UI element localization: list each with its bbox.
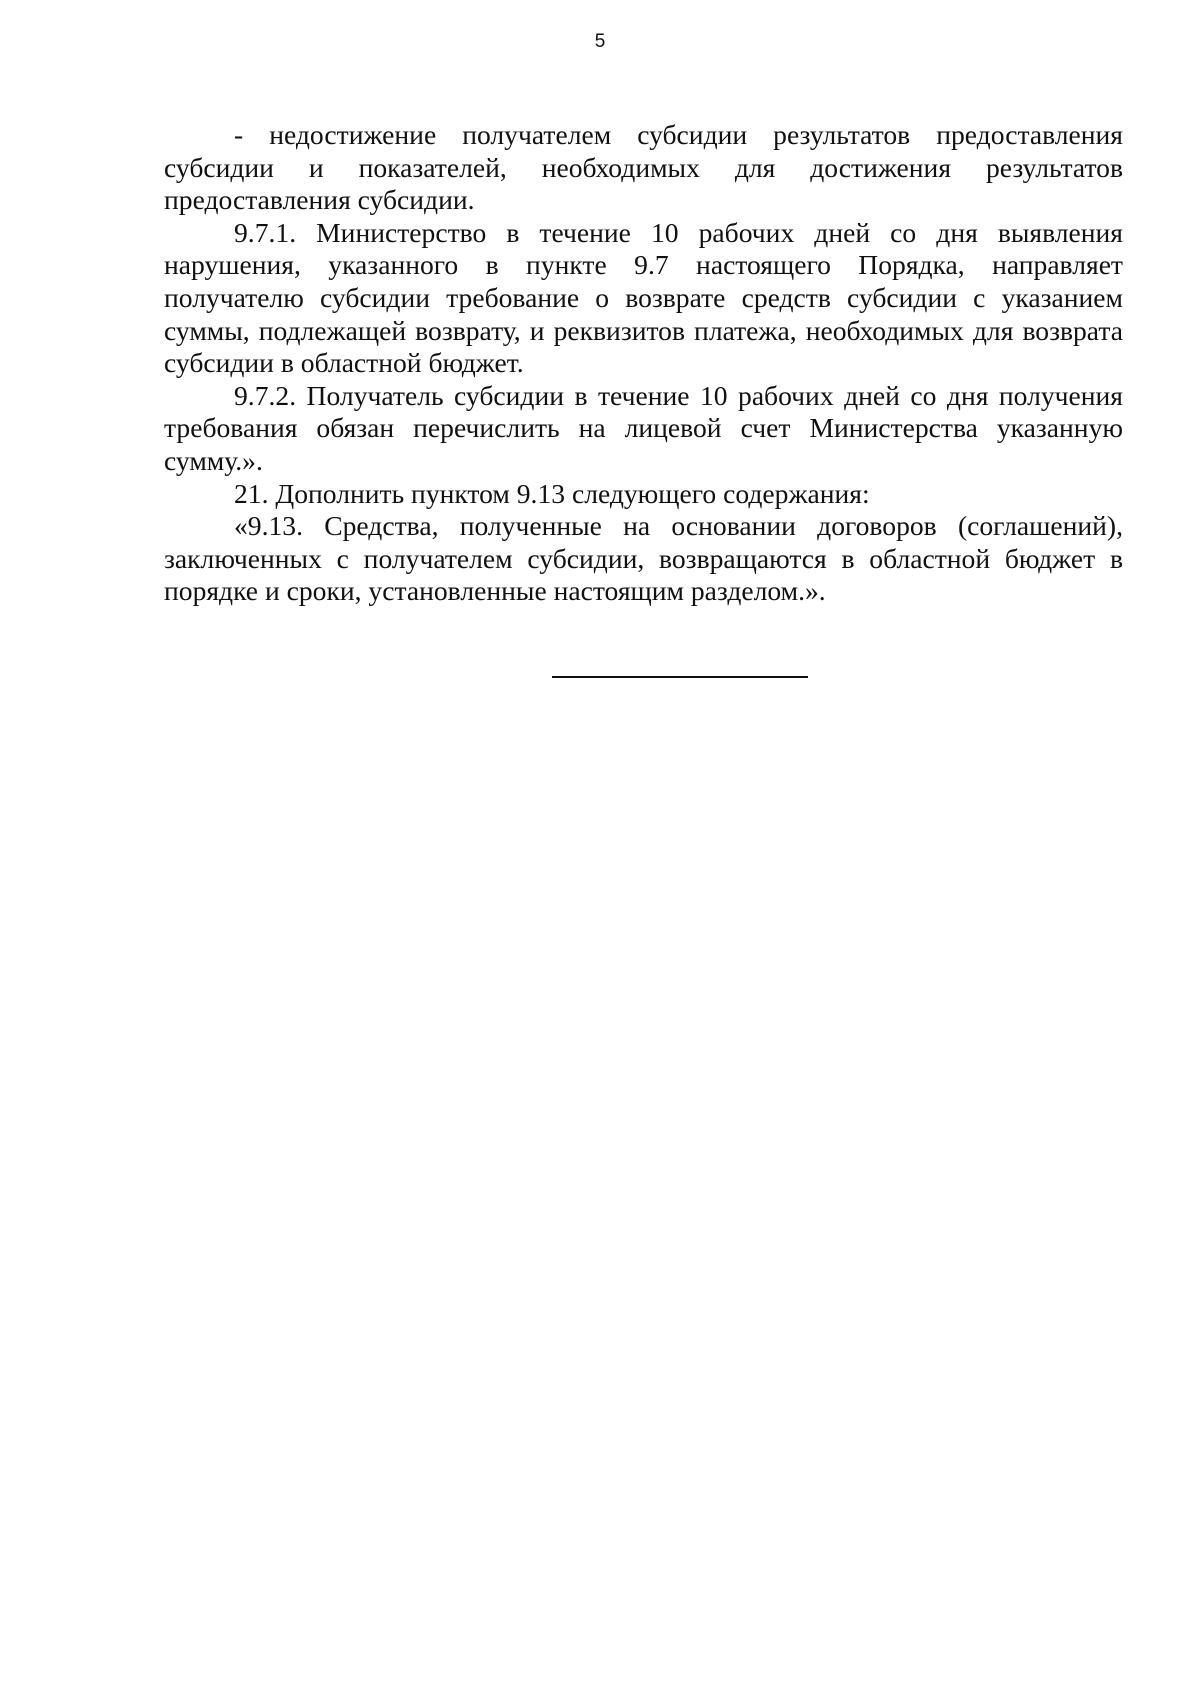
paragraph-9-7-1: 9.7.1. Министерство в течение 10 рабочих дней со дня выявления нарушения, указанного в пункте 9.7 настоящего Порядка, направляет получателю субсидии требование о возврате средств субсидии с указанием суммы, подлежащей возврату, и реквизитов платежа, необходимых для возврата субсидии в областной бюджет. bbox=[164, 216, 1123, 379]
paragraph-9-7-2: 9.7.2. Получатель субсидии в течение 10 рабочих дней со дня получения требования обязан перечислить на лицевой счет Министерства указанную сумму.». bbox=[164, 379, 1123, 476]
closing-divider-line bbox=[552, 676, 808, 678]
paragraph-9-13: «9.13. Средства, полученные на основании договоров (соглашений), заключенных с получателем субсидии, возвращаются в областной бюджет в порядке и сроки, установленные настоящим разделом.». bbox=[164, 510, 1123, 607]
document-body bbox=[164, 119, 1123, 608]
paragraph-result-failure: - недостижение получателем субсидии результатов предоставления субсидии и показателей, необходимых для достижения результатов предоставления субсидии. bbox=[164, 119, 1123, 216]
page-number: 5 bbox=[594, 31, 606, 52]
paragraph-item-21: 21. Дополнить пунктом 9.13 следующего содержания: bbox=[234, 477, 870, 509]
